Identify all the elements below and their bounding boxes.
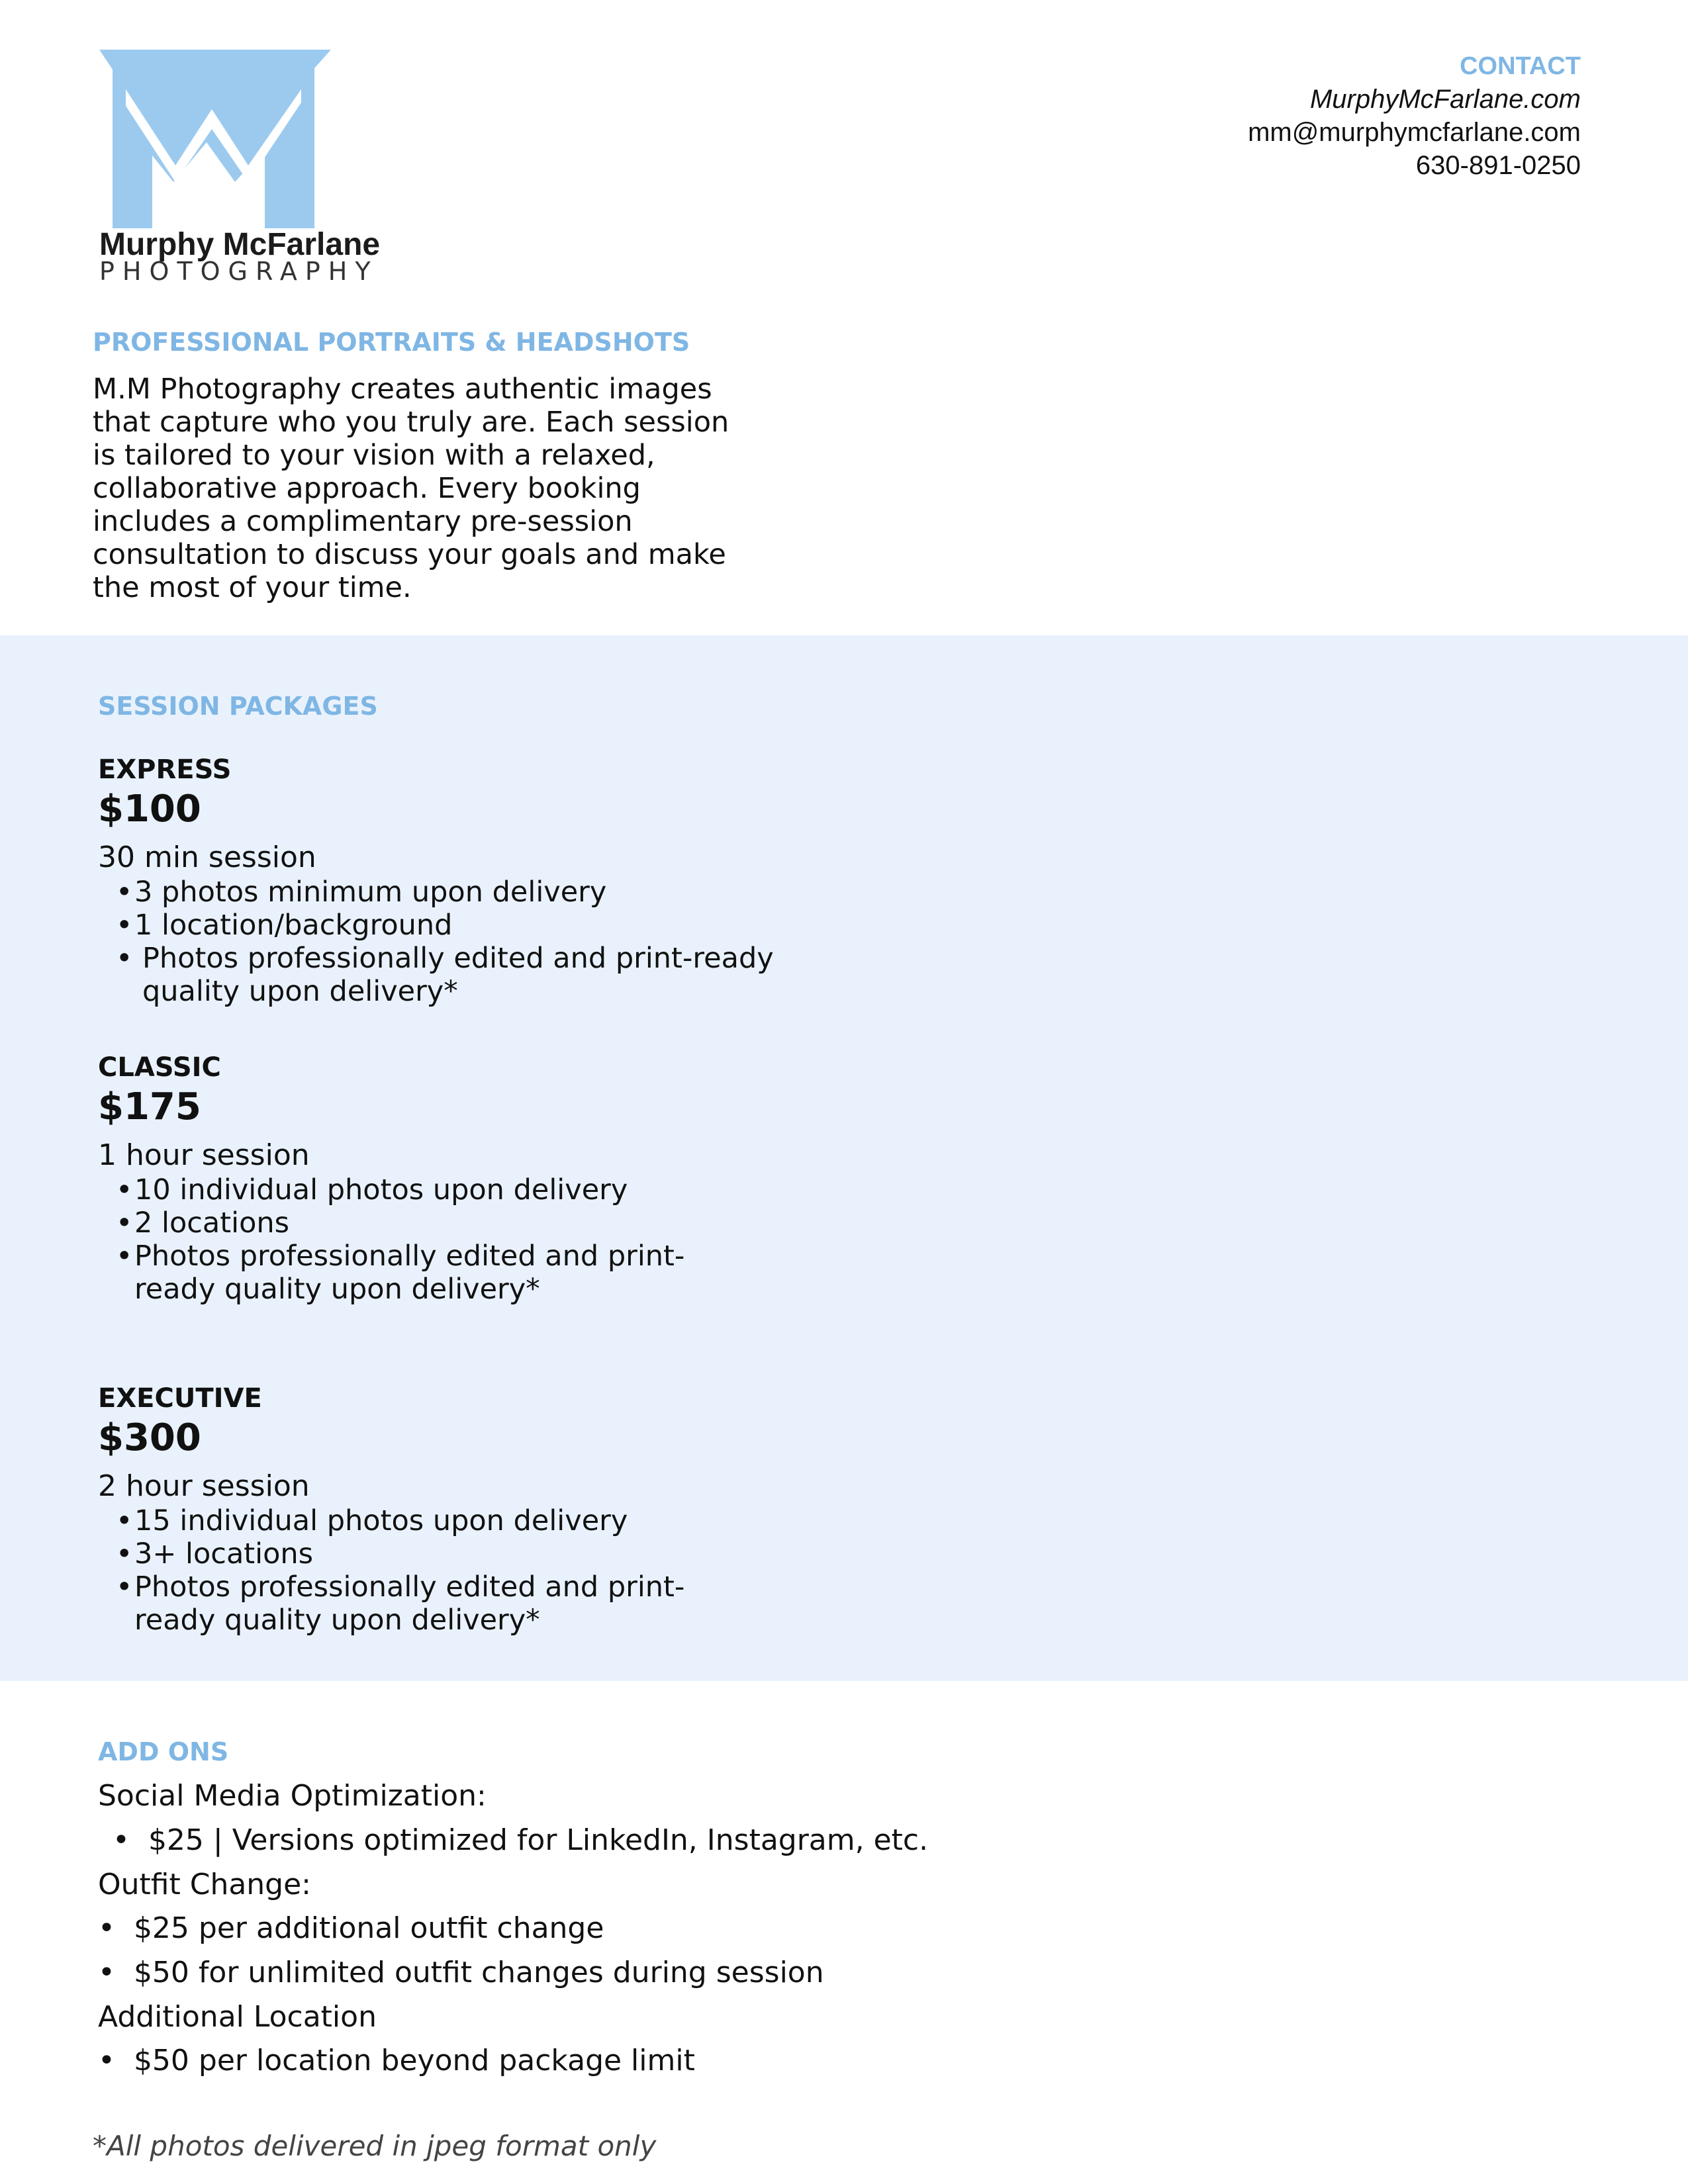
brand-name: Murphy McFarlane xyxy=(99,227,381,262)
contact-email-link[interactable]: mm@murphymcfarlane.com xyxy=(1248,118,1581,147)
intro-heading: PROFESSIONAL PORTRAITS & HEADSHOTS xyxy=(93,328,690,357)
package-session-executive: 2 hour session xyxy=(98,1469,310,1503)
bullet-icon: • xyxy=(116,1173,133,1206)
list-item: • 1 location/background xyxy=(116,909,453,942)
package-session-classic: 1 hour session xyxy=(98,1138,310,1172)
brand-logo-mark xyxy=(99,50,331,232)
addon-social-label: Social Media Optimization: xyxy=(98,1779,487,1813)
list-item: • Photos professionally edited and print-ready quality upon delivery* xyxy=(116,1240,685,1306)
intro-line: the most of your time. xyxy=(93,571,412,604)
bullet-icon: • xyxy=(113,1823,148,1857)
bullet-icon: • xyxy=(98,1956,134,1989)
intro-line: is tailored to your vision with a relaxed, xyxy=(93,439,655,472)
list-item: • 3 photos minimum upon delivery xyxy=(116,876,607,909)
package-bullets-executive xyxy=(116,1504,765,1637)
addons-heading: ADD ONS xyxy=(98,1737,229,1766)
bullet-icon: • xyxy=(98,2044,134,2077)
bullet-icon: • xyxy=(116,1537,133,1570)
bullet-icon: • xyxy=(116,876,133,909)
package-price-express: $100 xyxy=(98,788,201,831)
packages-heading: SESSION PACKAGES xyxy=(98,692,378,721)
bullet-icon: • xyxy=(116,1206,133,1240)
bullet-icon: • xyxy=(116,1570,133,1604)
addon-social-item: • $25 | Versions optimized for LinkedIn, Instagram, etc. xyxy=(113,1823,929,1857)
list-item: • Photos professionally edited and print-ready quality upon delivery* xyxy=(116,1570,685,1637)
addon-location-item: • $50 per location beyond package limit xyxy=(98,2044,695,2077)
list-item: • Photos professionally edited and print-ready quality upon delivery* xyxy=(116,942,774,1008)
addon-outfit-label: Outfit Change: xyxy=(98,1868,312,1901)
contact-heading: CONTACT xyxy=(1460,52,1581,80)
bullet-icon: • xyxy=(116,1240,133,1273)
footnote: *All photos delivered in jpeg format only xyxy=(93,2130,657,2162)
package-bullets-classic xyxy=(116,1173,765,1306)
list-item: • 2 locations xyxy=(116,1206,290,1240)
bullet-icon: • xyxy=(116,942,133,975)
package-price-classic: $175 xyxy=(98,1085,201,1128)
addon-outfit-item: • $50 for unlimited outfit changes during session xyxy=(98,1956,824,1989)
contact-block xyxy=(1248,50,1581,182)
intro-paragraph xyxy=(93,373,761,604)
addon-location-label: Additional Location xyxy=(98,2000,377,2034)
intro-line: that capture who you truly are. Each session xyxy=(93,406,729,439)
list-item: • 3+ locations xyxy=(116,1537,314,1570)
contact-website-link[interactable]: MurphyMcFarlane.com xyxy=(1309,85,1581,114)
list-item: • 15 individual photos upon delivery xyxy=(116,1504,628,1537)
brand-subtitle: PHOTOGRAPHY xyxy=(99,257,379,286)
contact-phone[interactable]: 630-891-0250 xyxy=(1415,151,1581,180)
package-price-executive: $300 xyxy=(98,1416,201,1459)
bullet-icon: • xyxy=(98,1911,134,1945)
intro-line: M.M Photography creates authentic images xyxy=(93,373,712,406)
intro-line: includes a complimentary pre-session xyxy=(93,505,633,538)
bullet-icon: • xyxy=(116,1504,133,1537)
package-session-express: 30 min session xyxy=(98,841,316,874)
intro-line: collaborative approach. Every booking xyxy=(93,472,641,505)
list-item: • 10 individual photos upon delivery xyxy=(116,1173,628,1206)
addon-outfit-item: • $25 per additional outfit change xyxy=(98,1911,604,1945)
package-bullets-express xyxy=(116,876,778,1008)
package-name-executive: EXECUTIVE xyxy=(98,1383,262,1414)
intro-line: consultation to discuss your goals and make xyxy=(93,538,726,571)
package-name-express: EXPRESS xyxy=(98,754,232,785)
package-name-classic: CLASSIC xyxy=(98,1052,221,1083)
bullet-icon: • xyxy=(116,909,133,942)
